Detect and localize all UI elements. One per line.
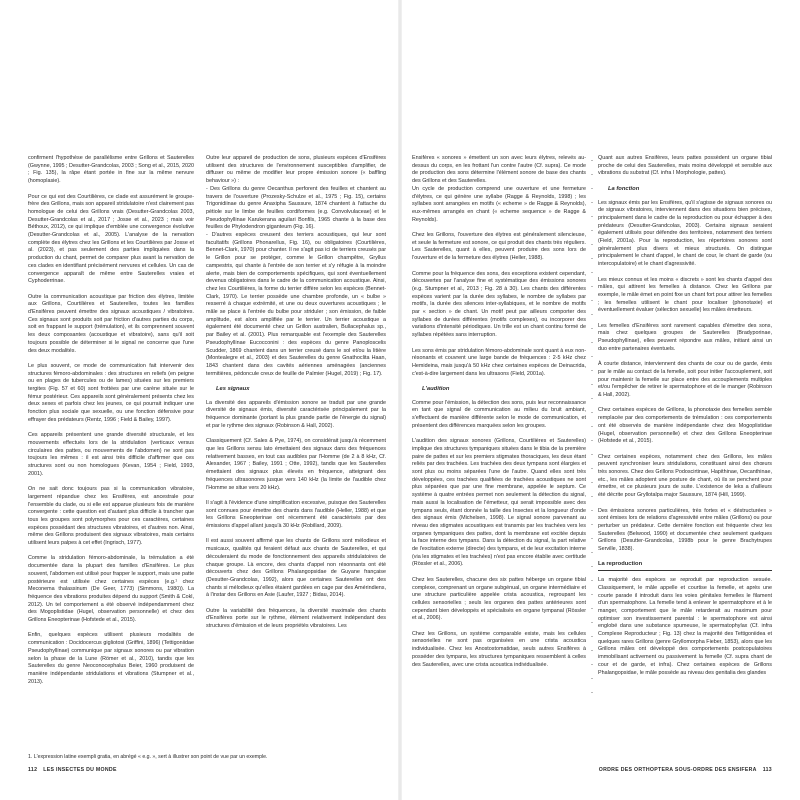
- paragraph: Classiquement (Cf. Sales & Pye, 1974), on considérait jusqu'à récemment que les Grillons sensu lato émettaient des signaux dans des fréquences relativement basses, en tout cas audibles par l'Homme (de 2 à 8 kHz, Cf. Alexander, 1967 ; Bailey, 1991 ; Otte, 1992), tandis que les Sauterelles émettaient des signaux plus élevés en fréquence, atteignant des fréquences ultrasonores jusque vers 140 kHz (la limite de l'audible chez l'Homme se situe vers 20 kHz).: [206, 438, 386, 491]
- paragraph: Comme pour la fréquence des sons, des exceptions existent cependant, découvertes par l'analyse fine et systématique des émissions sonores (e.g. Stumpner et al., 2013 ; Fig. 28 à 30). Les chants des différentes espèces varient par la durée des syllabes, le nombre de syllabes par motifs, la durée des silences inter-syllabiques, et le nombre de motifs par « section » de chant. Un motif peut par ailleurs comporter des syllabes de durées différentes (motifs complexes), ou incorporer des variations d'intensité périodiques. Un trille est un chant continu formé de syllabes répétées sans interruption.: [412, 270, 586, 339]
- margin-ticks: [591, 160, 593, 700]
- paragraph: Les sons émis par stridulation fémoro-abdominale sont quant à eux non-résonants et couvrent une large bande de fréquences : 2-5 kHz chez Hemideina, mais jusqu'à 50 kHz chez certaines espèces de Deinacrida, c'est-à-dire largement dans les ultrasons (Field, 2001a).: [412, 347, 586, 377]
- paragraph: Il s'agit à l'évidence d'une simplification excessive, puisque des Sauterelles sont connues pour émettre des chants dans l'audible (Heller, 1988) et que les Grillons Eneopterinae ont récemment été caractérisés par des émissions d'appel allant jusqu'à 30 kHz (Robillard, 2009).: [206, 499, 386, 529]
- page-number-right: 113: [762, 767, 772, 773]
- right-page-column-2: [598, 155, 772, 685]
- paragraph: Outre la communication acoustique par friction des élytres, limitée aux Grillons, Courtilières et Sauterelles, toutes les familles d'Ensifères peuvent émettre des signaux acoustiques / vibratoires. Ces signaux sont produits soit par friction d'autres parties du corps, soit en frappant le support (trémulation), et ils comprennent souvent les deux composantes (acoustique et vibratoire), sans qu'il soit toujours possible de déterminer si le signal ne concerne que l'une des deux modalités.: [28, 293, 194, 354]
- paragraph: Quant aux autres Ensifères, leurs pattes possèdent un organe tibial proche de celui des Sauterelles, mais moins développé et sensible aux vibrations du substrat (Cf. infra I Morphologie, pattes).: [598, 155, 772, 177]
- left-page-column-1: [28, 155, 194, 694]
- paragraph: - Des Grillons du genre Oecanthus perforent des feuilles et chantent au travers de l'ouverture (Prozesky-Schulze et al., 1975 ; Fig. 15), certains Trigonidiinae du genre Anaxipha Saussure, 1874 chantent à l'attache du pétiole sur le limbe de feuilles cordiformes (e.g. Convolvulaceae) et le Pseudophyllinae Karukerana aguilari Bonfils, 1965 chante à la base des feuilles de Phylodendron giganteum (Fig. 16).: [206, 185, 386, 231]
- paragraph: La diversité des appareils d'émission sonore se traduit par une grande diversité de signaux émis, diversité caractérisée principalement par la fréquence dominante (portant la plus grande partie de l'énergie du signal) et par le rythme des signaux (Robinson & Hall, 2002).: [206, 399, 386, 429]
- paragraph: Outre la variabilité des fréquences, la diversité maximale des chants d'Ensifères porte sur le rythme, élément relativement indépendant des structures d'émission et de leurs propriétés vibratoires. Les: [206, 607, 386, 630]
- paragraph: On ne sait donc toujours pas si la communication vibratoire, largement répandue chez les Ensifères, est ancestrale pour l'ensemble du clade, ou si elle est apparue plusieurs fois de manière convergente : cette question est d'autant plus difficile à trancher que tous les groupes sont polymorphes pour ces caractères, certaines espèces possédant des structures vibratoires, et d'autres non. Ainsi, même des Grillons produisent des signaux vibratoires, mais certains utilisent leurs palpes à cet effet (Ingrisch, 1977).: [28, 486, 194, 547]
- running-title-left: LES INSECTES DU MONDE: [43, 767, 117, 773]
- section-heading: La reproduction: [598, 561, 772, 571]
- paragraph: Pour ce qui est des Courtilières, ce clade est assurément le groupe-frère des Grillons, mais son appareil stridulatoire n'est clairement pas homologue de celui des Grillons vrais (Desutter-Grandcolas 2003, Desutter-Grandcolas et al., 2017 ; Josse et al., 2023 ; mais voir Béthoux, 2012), ce qui implique d'emblée une convergence évolutive (Desutter-Grandcolas et al., 2005). L'analyse de la nervation complète des élytres chez les Grillons et les Courtilières par Josse et al. (2023), et pas seulement des parties impliquées dans la production du chant, permet de comparer plus avant la nervation de ces clades en identifiant précisément nervures et cellules. Un cas de convergence apparaît de même entre Sauterelles vraies et Cyphoderrinae.: [28, 193, 194, 285]
- paragraph: Les signaux émis par les Ensifères, qu'il s'agisse de signaux sonores ou de signaux vibratoires, interviennent dans des situations bien précises, principalement dans le cadre de la reproduction ou pour échapper à des prédateurs (Desutter-Grandcolas, 2003). Certains signaux seraient également utilisés pour défendre des territoires, notamment des terriers (Field, 2001a). Pour la reproduction, les répertoires sonores sont généralement plus divers et mieux structurés. On distingue principalement le chant d'appel, le chant de cour, le chant de garde (ou intercopulatoire) et le chant d'agressivité.: [598, 199, 772, 268]
- paragraph: Ensifères « sonores » émettent un son avec leurs élytres, relevés au-dessus du corps, en les frottant l'un contre l'autre (Cf. supra). Ce mode de production des sons détermine l'élément sonore de base des chants des Grillons et des Sauterelles.: [412, 155, 586, 185]
- footer-left: [28, 767, 117, 773]
- paragraph: Un cycle de production comprend une ouverture et une fermeture d'élytres, ce qui génère une syllabe (Ragge & Reynolds, 1998) ; les syllabes sont arrangées en motifs (« echeme » de Ragge & Reynolds), eux-mêmes arrangés en chant (« echeme sequence » de Ragge & Reynolds).: [412, 185, 586, 223]
- paragraph: À courte distance, interviennent des chants de cour ou de garde, émis par le mâle au contact de la femelle, soit pour initier l'accouplement, soit pour maintenir la femelle sur place entre des accouplements multiples et/ou l'empêcher de retirer le spermatophore et de le manger (Robinson & Hall, 2002).: [598, 361, 772, 399]
- paragraph: Chez les Grillons, l'ouverture des élytres est généralement silencieuse, et seule la fermeture est sonore, ce qui produit des chants très réguliers. Les Sauterelles, quant à elles, peuvent produire des sons lors de l'ouverture et de la fermeture des élytres (Heller, 1988).: [412, 232, 586, 262]
- paragraph: Les mieux connus et les moins « discrets » sont les chants d'appel des mâles, qui attirent les femelles à distance. Chez les Grillons par exemple, le mâle émet en point fixe un chant fort pour attirer les femelles ; les femelles utilisent le chant pour localiser (phonotaxie) et éventuellement évaluer (sélection sexuelle) les mâles émetteurs.: [598, 276, 772, 314]
- section-heading: L'audition: [422, 386, 450, 393]
- paragraph: Chez certaines espèces, notamment chez des Grillons, les mâles peuvent synchroniser leurs stridulations, constituant ainsi des chœurs très sonores. Chez des Grillons Podoscirtinae, Hapithinae, Oecanthinae, etc., les mâles adoptent une posture de chant, où ils se penchent pour émettre, et ce plusieurs jours de suite. L'existence de leks a d'ailleurs été décrite pour Gryllotalpa major Saussure, 1874 (Hill, 1999).: [598, 453, 772, 499]
- paragraph: L'audition des signaux sonores (Grillons, Courtilières et Sauterelles) implique des structures tympaniques situées dans le tibia de la première paire de pattes et sur les premiers stigmates thoraciques, les deux étant reliés par des trachées. Les trachées des deux tympans sont élargies et sont plus ou moins séparées l'une de l'autre. Quand elles sont très développées, ces trachées qualifiées de trachées acoustiques ne sont plus séparées que par une fine membrane, appelée le septum. Ce système à quatre entrées permet non seulement la détection du signal, mais aussi la localisation de l'émetteur, qui serait impossible avec des tympans seuls, étant donnée la taille des Insectes et la longueur d'onde des signaux émis (Michelsen, 1998). Le signal sonore parvenant au niveau des stigmates acoustiques est transmis par les trachées vers les organes tympaniques des pattes, dont la membrane est excitée depuis la face interne des tympans. Dans la détection du signal, la part relative de l'excitation externe (directe) des tympans, et de leur excitation interne (via les stigmates et les trachées) n'est pas encore établie avec certitude (Rössler et al., 2006).: [412, 438, 586, 568]
- paragraph: Il est aussi souvent affirmé que les chants de Grillons sont mélodieux et musicaux, qualités qui feraient défaut aux chants de Sauterelles, et qui découleraient du mode de fonctionnement des appareils stridulatoires de chaque groupe. Là encore, des chants d'appel non résonnants ont été découverts chez des Grillons Phalangopsidae de Guyane française (Desutter-Grandcolas, 1992), alors que certaines Sauterelles ont des chants si mélodieux qu'elles étaient gardées en cage par des Amérindiens, à l'instar des Grillons en Asie (Laufer, 1927 ; Bidau, 2014).: [206, 538, 386, 599]
- paragraph: Enfin, quelques espèces utilisent plusieurs modalités de communication : Docidocercus gigliotosi (Griffini, 1896) (Tettigoniidae Pseudophyllinae) communique par signaux sonores ou par vibration selon la phase de la Lune (Römer et al., 2010), tandis que les Sauterelles du genre Neoconocephalus Beier, 1960 produisent de manière indépendante stridulations et vibrations (Stumpner et al., 2013).: [28, 632, 194, 685]
- footer-right: [599, 767, 772, 773]
- left-page-column-2: [206, 155, 386, 639]
- paragraph: - D'autres espèces creusent des terriers acoustiques, qui leur sont facultatifs (Grillons Phonarellus, Fig. 16), ou obligatoires (Courtilières, Bennet-Clark, 1970) pour chanter. Il ne s'agit pas ici de terriers creusés par le Grillon pour se protéger, comme le Grillon champêtre, Gryllus campestris, qui chante à l'entrée de son terrier et s'y réfugie à la moindre alerte, mais bien de comportements spécifiques, qui sont éventuellement devenus obligatoires dans le cadre de la communication acoustique. Ainsi, chez les Courtilières, la forme du terrier diffère selon les espèces (Bennet-Clark, 1970). Le terrier possède une chambre profonde, un « bulbe » resserré à chaque extrémité, et une ou deux ouvertures acoustiques ; le mâle se place à l'entrée du bulbe pour striduler ; son émission, de faible amplitude, est alors amplifiée par le terrier. Un terrier acoustique a également été documenté chez un Grillon australien, Bullacephalus sp., par Bailey et al. (2001). Plus remarquable est l'exemple des Sauterelles Pseudophyllinae Eucocconini : des espèces du genre Panoploscelis Scudder, 1869 chantent dans un terrier creusé dans le sol et/ou la litière (Montealegre et al., 2003) et des Sauterelles du genre Gnathoclita Haan, 1843 chantent dans des cavités aériennes aménagées (anciennes termitières, pédoncule creux de feuille de Palmier (Hugel, 2019) ; Fig. 17).: [206, 232, 386, 377]
- paragraph: Chez les Grillons, un système comparable existe, mais les cellules sensorielles ne sont pas organisées en une crista acoustica individualisée. Chez les Anostostomatidae, seuls autres Ensifères à posséder des tympans, les structures tympaniques ressemblent à celles des Sauterelles, avec une crista acoustica individualisée.: [412, 630, 586, 668]
- paragraph: La majorité des espèces se reproduit par reproduction sexuée. Classiquement, le mâle appelle et courtise la femelle, et après une courte parade il introduit dans les voies génitales femelles le filament d'un spermatophore. La femelle tend à enlever le spermatophore et à le manger, comportement que le mâle retarderait au maximum pour optimiser son investissement parental : le spermatophore est ainsi englobé dans une substance spumeuse, le spermatophylax (Cf. infra Complexe Reproducteur ; Fig. 13) chez la majorité des Tettigoniidea et quelques rares Grillons (genre Gryllomorpha Fieber, 1853), alors que les Grillons mâles ont développé des comportements postcopulatoires immobilisant activement ou passivement la femelle (Cf. supra chant de cour et de garde, et infra). Chez certaines espèces de Grillons Phalangopsidae, le mâle possède au niveau des genitalia des glandes: [598, 577, 772, 676]
- paragraph: Chez les Sauterelles, chacune des six pattes héberge un organe tibial complexe, comprenant un organe subgénual, un organe intermédiaire et une structure particulière appelée crista acoustica, regroupant les cellules sensorielles ; seuls les organes des pattes antérieures sont cependant bien développés et spécialisés en organe tympanal (Rössler et al., 2006).: [412, 576, 586, 622]
- page-number-left: 112: [28, 767, 38, 773]
- running-title-right: ORDRE DES ORTHOPTERA SOUS-ORDRE DES ENSIFERA: [598, 767, 757, 773]
- paragraph: Outre leur appareil de production de sons, plusieurs espèces d'Ensifères utilisent des structures de l'environnement susceptibles d'amplifier, de diffuser ou même de modifier leur propre émission sonore (« baffling behaviour ») :: [206, 155, 386, 185]
- section-heading: La fonction: [608, 185, 640, 192]
- paragraph: confirment l'hypothèse de parallélisme entre Grillons et Sauterelles (Gwynne, 1995 ; Desutter-Grandcolas, 2003 ; Song et al., 2015, 2020 ; Fig. 135), la râpe étant portée in fine sur la même nervure (homoplasie).: [28, 155, 195, 185]
- paragraph: Comme la stridulation fémoro-abdominale, la trémulation a été documentée dans la plupart des familles d'Ensifères. Le plus souvent, l'abdomen est utilisé pour frapper le support, mais une patte postérieure est utilisée chez certaines espèces (e.g.¹ chez Meconema thalassinum (De Geer, 1773) (Simmons, 1980)). La fréquence des vibrations produites dépend du support (Smith & Cokl, 2012). Un tel comportement a été observé indépendamment chez des Mogoplistidae (Hugel, observation personnelle) et chez des Grillons Eneopterinae (Hofstede et al., 2015).: [28, 555, 194, 624]
- paragraph: Comme pour l'émission, la détection des sons, puis leur reconnaissance en tant que signal de communication au milieu du bruit ambiant, s'effectuent de manière différente selon le mode de communication, et présentent des différences marquées selon les groupes.: [412, 399, 586, 429]
- footnote: 1. L'expression latine exempli gratia, en abrégé « e.g. », sert à illustrer son point de vue par un exemple.: [28, 754, 268, 760]
- book-gutter: [398, 0, 402, 800]
- paragraph: Ces appareils présentent une grande diversité structurale, et les mouvements effectués lors de la stridulation (verticaux versus circulaires des pattes, ou mouvements de l'abdomen) ne sont pas toujours les mêmes : il est ainsi très difficile d'affirmer que ces structures sont ou non homologues (Kevan, 1954 ; Field, 1993, 2001).: [28, 432, 194, 477]
- paragraph: Chez certaines espèces de Grillons, la phonotaxie des femelles semble remplacée par des comportements de trémulation : ces comportements ont été observés de manière indépendante chez des Mogoplistidae (Hugel, observation personnelle) et chez des Grillons Eneopterinae (Hofstede et al., 2015).: [598, 407, 772, 445]
- right-page-column-1: [412, 155, 586, 677]
- paragraph: Les femelles d'Ensifères sont rarement capables d'émettre des sons, mais chez quelques groupes de Sauterelles (Bradyporinae, Pseudophyllinae), elles peuvent répondre aux mâles, initiant ainsi un duo entre partenaires éventuels.: [598, 322, 772, 352]
- paragraph: Des émissions sonores particulières, très fortes et « déstructurées » sont émises lors de relations d'agressivité entre mâles (Grillons) ou pour perturber un prédateur. Cette dernière fonction est fréquente chez les Sauterelles (Belwood, 1990) et documentée chez seulement quelques Grillons (Desutter-Grandcolas, 1998b pour le genre Brachytrupes Serville, 1838).: [598, 507, 772, 553]
- paragraph: Le plus souvent, ce mode de communication fait intervenir des structures fémoro-abdominales : des structures en reliefs (en peigne ou en plages de tubercules ou de lames) situées sur les premiers tergites (Fig. 57 et 60) sont frottées par une carène située sur le fémur postérieur. Ces appareils sont généralement présents chez les deux sexes et parfois chez les jeunes, ce qui pourrait indiquer une fonction plus sociale que sexuelle, ou une fonction défensive pour effrayer des prédateurs (Rentz, 1996 ; Field & Bailey, 1997).: [28, 362, 194, 423]
- section-heading: Les signaux: [216, 386, 250, 393]
